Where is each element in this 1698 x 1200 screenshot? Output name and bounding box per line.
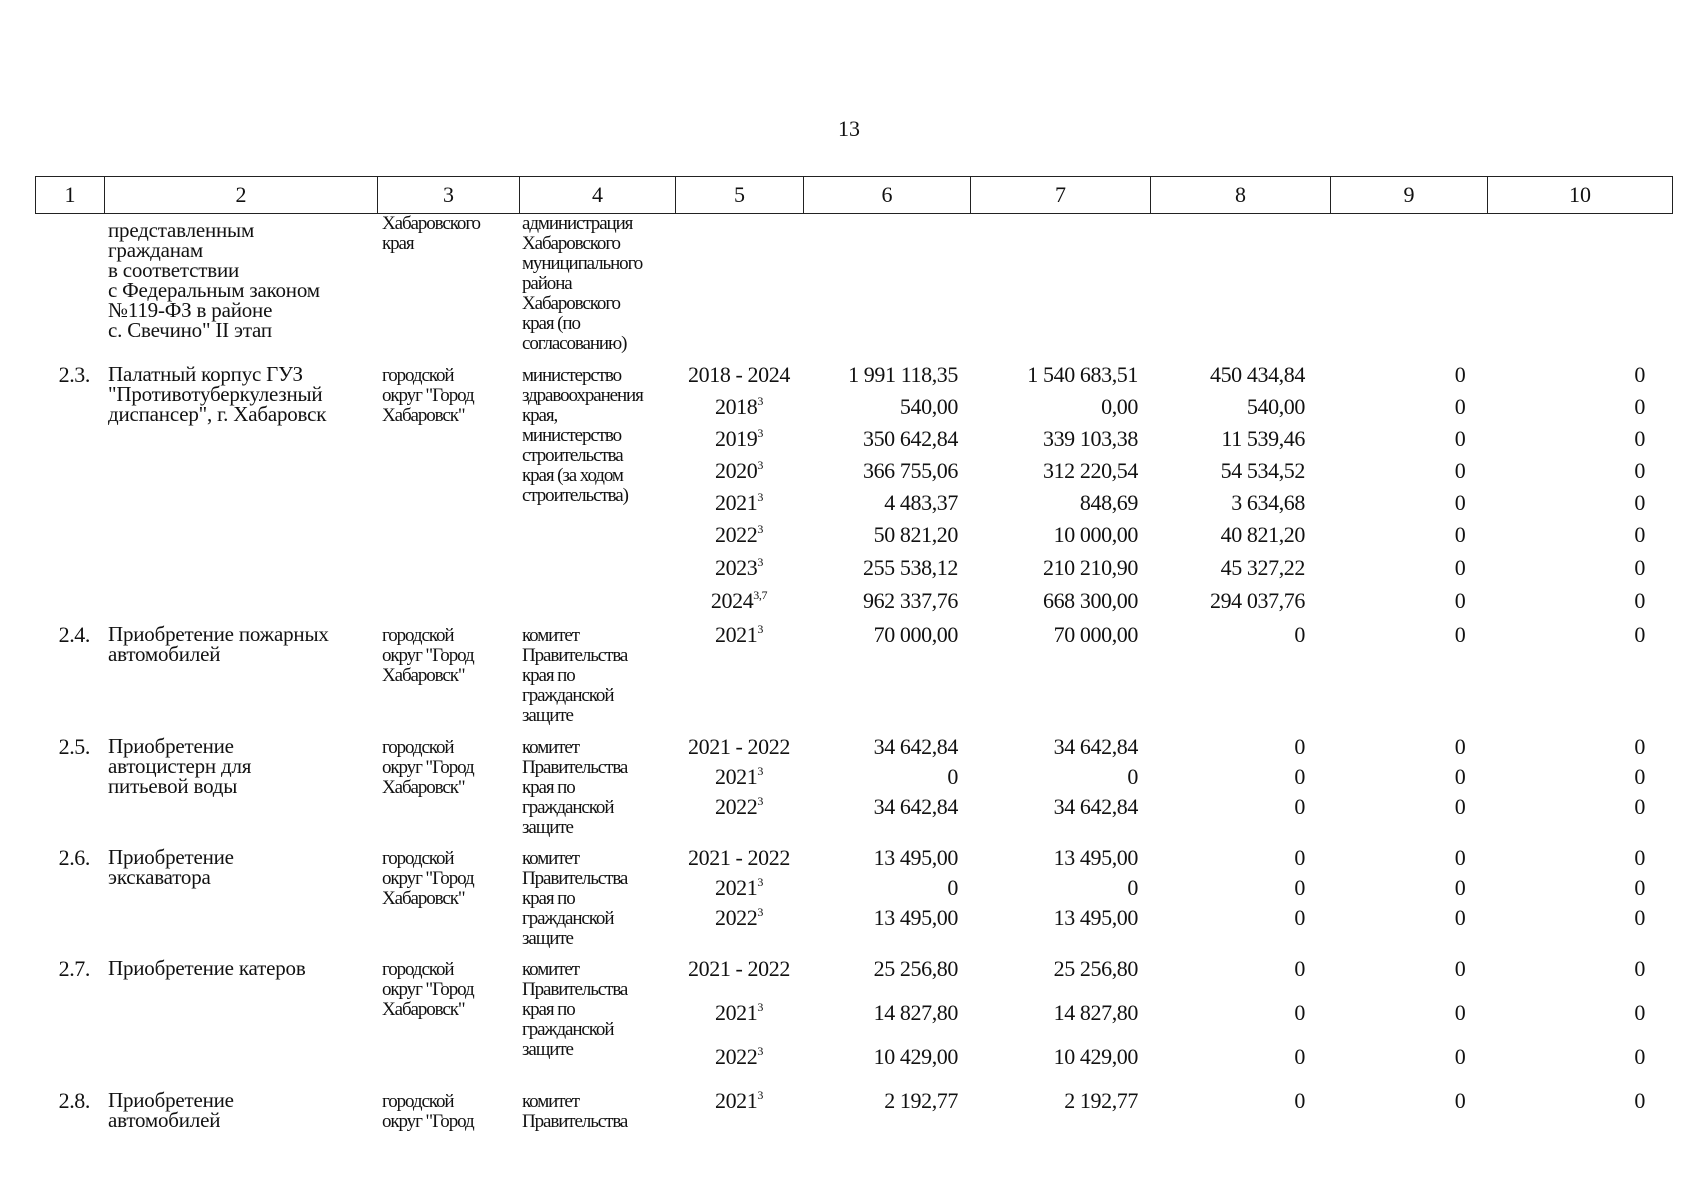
value-c6: 50 821,20: [873, 522, 958, 547]
year-value: 2021: [714, 1000, 758, 1025]
year-value: 2022: [714, 1044, 758, 1069]
value-c6: 962 337,76: [862, 588, 958, 613]
footnote-ref: 3: [757, 622, 763, 636]
value-c7: 14 827,80: [1053, 1000, 1138, 1025]
year-value: 2023: [714, 555, 758, 580]
value-c6: 2 192,77: [884, 1088, 958, 1113]
year-cell: [674, 1000, 804, 1026]
header-col-5: 5: [675, 177, 803, 213]
value-c7: 312 220,54: [1042, 458, 1138, 483]
value-c10: 0: [1634, 1088, 1645, 1113]
value-c10: 0: [1634, 734, 1645, 759]
value-c10: 0: [1634, 426, 1645, 451]
year-value: 2018: [714, 394, 758, 419]
value-c8: 0: [1294, 622, 1305, 647]
value-c6: 350 642,84: [862, 426, 958, 451]
year-cell: [674, 490, 804, 516]
year-cell: [674, 622, 804, 648]
footnote-ref: 3: [757, 1088, 763, 1102]
continued-name-cell: представленным гражданам в соответствии с Федеральным законом №119-ФЗ в районе с. Свечино" II этап: [108, 218, 320, 342]
continued-territory-cell: Хабаровского края: [382, 213, 480, 254]
value-c7: 848,69: [1079, 490, 1138, 515]
footnote-ref: 3: [757, 490, 763, 504]
value-c7: 0: [1127, 875, 1138, 900]
row-number: 2.7.: [58, 956, 90, 981]
year-cell: [674, 522, 804, 548]
value-c8: 0: [1294, 1044, 1305, 1069]
value-c8: 0: [1294, 905, 1305, 930]
value-c8: 45 327,22: [1220, 555, 1305, 580]
value-c6: 0: [947, 764, 958, 789]
value-c7: 668 300,00: [1042, 588, 1138, 613]
row-number: 2.8.: [58, 1088, 90, 1113]
year-cell: [674, 588, 804, 614]
header-col-9: 9: [1330, 177, 1487, 213]
value-c9: 0: [1454, 845, 1466, 870]
year-cell: [674, 555, 804, 581]
value-c8: 0: [1294, 875, 1305, 900]
header-col-3: 3: [377, 177, 519, 213]
value-c9: 0: [1454, 490, 1466, 515]
year-value: 2021: [714, 1088, 758, 1113]
value-c6: 366 755,06: [862, 458, 958, 483]
territory-cell: городской округ "Город Хабаровск": [382, 365, 474, 426]
year-cell: [674, 845, 804, 871]
value-c6: 10 429,00: [873, 1044, 958, 1069]
value-c10: 0: [1634, 622, 1645, 647]
value-c10: 0: [1634, 555, 1645, 580]
year-cell: [674, 1088, 804, 1114]
value-c7: 0,00: [1101, 394, 1138, 419]
value-c10: 0: [1634, 458, 1645, 483]
header-col-6: 6: [803, 177, 970, 213]
value-c6: 34 642,84: [873, 794, 958, 819]
year-value: 2021: [714, 622, 758, 647]
value-c7: 10 000,00: [1053, 522, 1138, 547]
value-c7: 25 256,80: [1053, 956, 1138, 981]
year-value: 2022: [714, 905, 758, 930]
executor-cell: комитет Правительства: [522, 1091, 628, 1132]
year-value: 2018 - 2024: [688, 362, 790, 387]
value-c6: 14 827,80: [873, 1000, 958, 1025]
year-cell: [674, 875, 804, 901]
year-value: 2019: [714, 426, 758, 451]
value-c6: 0: [947, 875, 958, 900]
value-c10: 0: [1634, 764, 1645, 789]
territory-cell: городской округ "Город: [382, 1091, 474, 1132]
year-cell: [674, 956, 804, 982]
header-col-7: 7: [970, 177, 1150, 213]
value-c9: 0: [1454, 1088, 1466, 1113]
value-c10: 0: [1634, 794, 1645, 819]
value-c10: 0: [1634, 394, 1645, 419]
footnote-ref: 3: [757, 875, 763, 889]
year-value: 2024: [710, 588, 754, 613]
value-c7: 34 642,84: [1053, 734, 1138, 759]
value-c8: 540,00: [1246, 394, 1305, 419]
value-c9: 0: [1454, 905, 1466, 930]
footnote-ref: 3: [757, 905, 763, 919]
year-value: 2021 - 2022: [688, 845, 790, 870]
year-value: 2022: [714, 794, 758, 819]
value-c8: 0: [1294, 1088, 1305, 1113]
value-c8: 0: [1294, 794, 1305, 819]
header-col-2: 2: [104, 177, 377, 213]
executor-cell: комитет Правительства края по гражданской защите: [522, 625, 628, 726]
value-c10: 0: [1634, 522, 1645, 547]
value-c6: 13 495,00: [873, 845, 958, 870]
value-c10: 0: [1634, 1044, 1645, 1069]
year-value: 2022: [714, 522, 758, 547]
executor-cell: комитет Правительства края по гражданской защите: [522, 737, 628, 838]
item-name-cell: Приобретение пожарных автомобилей: [108, 622, 329, 666]
value-c9: 0: [1454, 1000, 1466, 1025]
footnote-ref: 3: [757, 555, 763, 569]
item-name-cell: Приобретение автоцистерн для питьевой воды: [108, 734, 252, 798]
footnote-ref: 3: [757, 522, 763, 536]
executor-cell: министерство здравоохранения края, министерство строительства края (за ходом строительства): [522, 365, 643, 506]
year-value: 2021 - 2022: [688, 734, 790, 759]
value-c8: 0: [1294, 734, 1305, 759]
footnote-ref: 3: [757, 1044, 763, 1058]
footnote-ref: 3: [757, 394, 763, 408]
value-c9: 0: [1454, 588, 1466, 613]
footnote-ref: 3: [757, 794, 763, 808]
header-col-4: 4: [519, 177, 675, 213]
year-cell: [674, 905, 804, 931]
item-name-cell: Приобретение автомобилей: [108, 1088, 234, 1132]
value-c8: 0: [1294, 764, 1305, 789]
territory-cell: городской округ "Город Хабаровск": [382, 737, 474, 798]
value-c7: 1 540 683,51: [1027, 362, 1138, 387]
year-cell: [674, 394, 804, 420]
value-c7: 13 495,00: [1053, 845, 1138, 870]
value-c9: 0: [1454, 522, 1466, 547]
value-c8: 54 534,52: [1220, 458, 1305, 483]
item-name-cell: Палатный корпус ГУЗ "Противотуберкулезный диспансер", г. Хабаровск: [108, 362, 327, 426]
value-c6: 255 538,12: [862, 555, 958, 580]
value-c9: 0: [1454, 458, 1466, 483]
value-c6: 1 991 118,35: [848, 362, 958, 387]
territory-cell: городской округ "Город Хабаровск": [382, 848, 474, 909]
row-number: 2.3.: [58, 362, 90, 387]
value-c9: 0: [1454, 1044, 1466, 1069]
value-c9: 0: [1454, 555, 1466, 580]
value-c8: 294 037,76: [1209, 588, 1305, 613]
header-col-8: 8: [1150, 177, 1330, 213]
value-c7: 34 642,84: [1053, 794, 1138, 819]
item-name-cell: Приобретение катеров: [108, 956, 306, 980]
value-c10: 0: [1634, 905, 1645, 930]
value-c8: 40 821,20: [1220, 522, 1305, 547]
continued-executor-cell: администрация Хабаровского муниципального района Хабаровского края (по согласованию): [522, 213, 643, 354]
row-number: 2.4.: [58, 622, 90, 647]
value-c8: 3 634,68: [1231, 490, 1305, 515]
year-cell: [674, 362, 804, 388]
value-c9: 0: [1454, 794, 1466, 819]
year-cell: [674, 1044, 804, 1070]
year-cell: [674, 794, 804, 820]
value-c9: 0: [1454, 394, 1466, 419]
footnote-ref: 3: [757, 426, 763, 440]
header-col-1: 1: [64, 182, 76, 207]
year-value: 2021 - 2022: [688, 956, 790, 981]
year-cell: [674, 764, 804, 790]
value-c8: 11 539,46: [1221, 426, 1305, 451]
value-c8: 0: [1294, 845, 1305, 870]
value-c10: 0: [1634, 490, 1645, 515]
value-c8: 0: [1294, 956, 1305, 981]
territory-cell: городской округ "Город Хабаровск": [382, 959, 474, 1020]
value-c7: 13 495,00: [1053, 905, 1138, 930]
value-c9: 0: [1454, 426, 1466, 451]
value-c9: 0: [1454, 956, 1466, 981]
row-number: 2.5.: [58, 734, 90, 759]
value-c6: 540,00: [899, 394, 958, 419]
value-c7: 2 192,77: [1064, 1088, 1138, 1113]
year-value: 2021: [714, 875, 758, 900]
value-c8: 0: [1294, 1000, 1305, 1025]
value-c8: 450 434,84: [1209, 362, 1305, 387]
footnote-ref: 3,7: [753, 588, 768, 602]
header-col-10: 10: [1487, 177, 1672, 213]
page-number: 13: [838, 116, 860, 141]
value-c6: 13 495,00: [873, 905, 958, 930]
footnote-ref: 3: [757, 764, 763, 778]
value-c9: 0: [1454, 764, 1466, 789]
year-cell: [674, 426, 804, 452]
value-c10: 0: [1634, 875, 1645, 900]
territory-cell: городской округ "Город Хабаровск": [382, 625, 474, 686]
footnote-ref: 3: [757, 458, 763, 472]
year-value: 2020: [714, 458, 758, 483]
item-name-cell: Приобретение экскаватора: [108, 845, 234, 889]
value-c6: 34 642,84: [873, 734, 958, 759]
value-c10: 0: [1634, 1000, 1645, 1025]
table-header-row: [35, 176, 1673, 214]
footnote-ref: 3: [757, 1000, 763, 1014]
value-c10: 0: [1634, 588, 1645, 613]
year-cell: [674, 734, 804, 760]
value-c9: 0: [1454, 875, 1466, 900]
value-c6: 4 483,37: [884, 490, 958, 515]
year-cell: [674, 458, 804, 484]
value-c7: 0: [1127, 764, 1138, 789]
year-value: 2021: [714, 490, 758, 515]
value-c9: 0: [1454, 734, 1466, 759]
year-value: 2021: [714, 764, 758, 789]
value-c9: 0: [1454, 362, 1466, 387]
value-c10: 0: [1634, 956, 1645, 981]
value-c7: 339 103,38: [1042, 426, 1138, 451]
value-c7: 70 000,00: [1053, 622, 1138, 647]
row-number: 2.6.: [58, 845, 90, 870]
value-c7: 10 429,00: [1053, 1044, 1138, 1069]
value-c6: 70 000,00: [873, 622, 958, 647]
value-c6: 25 256,80: [873, 956, 958, 981]
value-c9: 0: [1454, 622, 1466, 647]
value-c10: 0: [1634, 362, 1645, 387]
executor-cell: комитет Правительства края по гражданской защите: [522, 848, 628, 949]
value-c10: 0: [1634, 845, 1645, 870]
executor-cell: комитет Правительства края по гражданской защите: [522, 959, 628, 1060]
value-c7: 210 210,90: [1042, 555, 1138, 580]
